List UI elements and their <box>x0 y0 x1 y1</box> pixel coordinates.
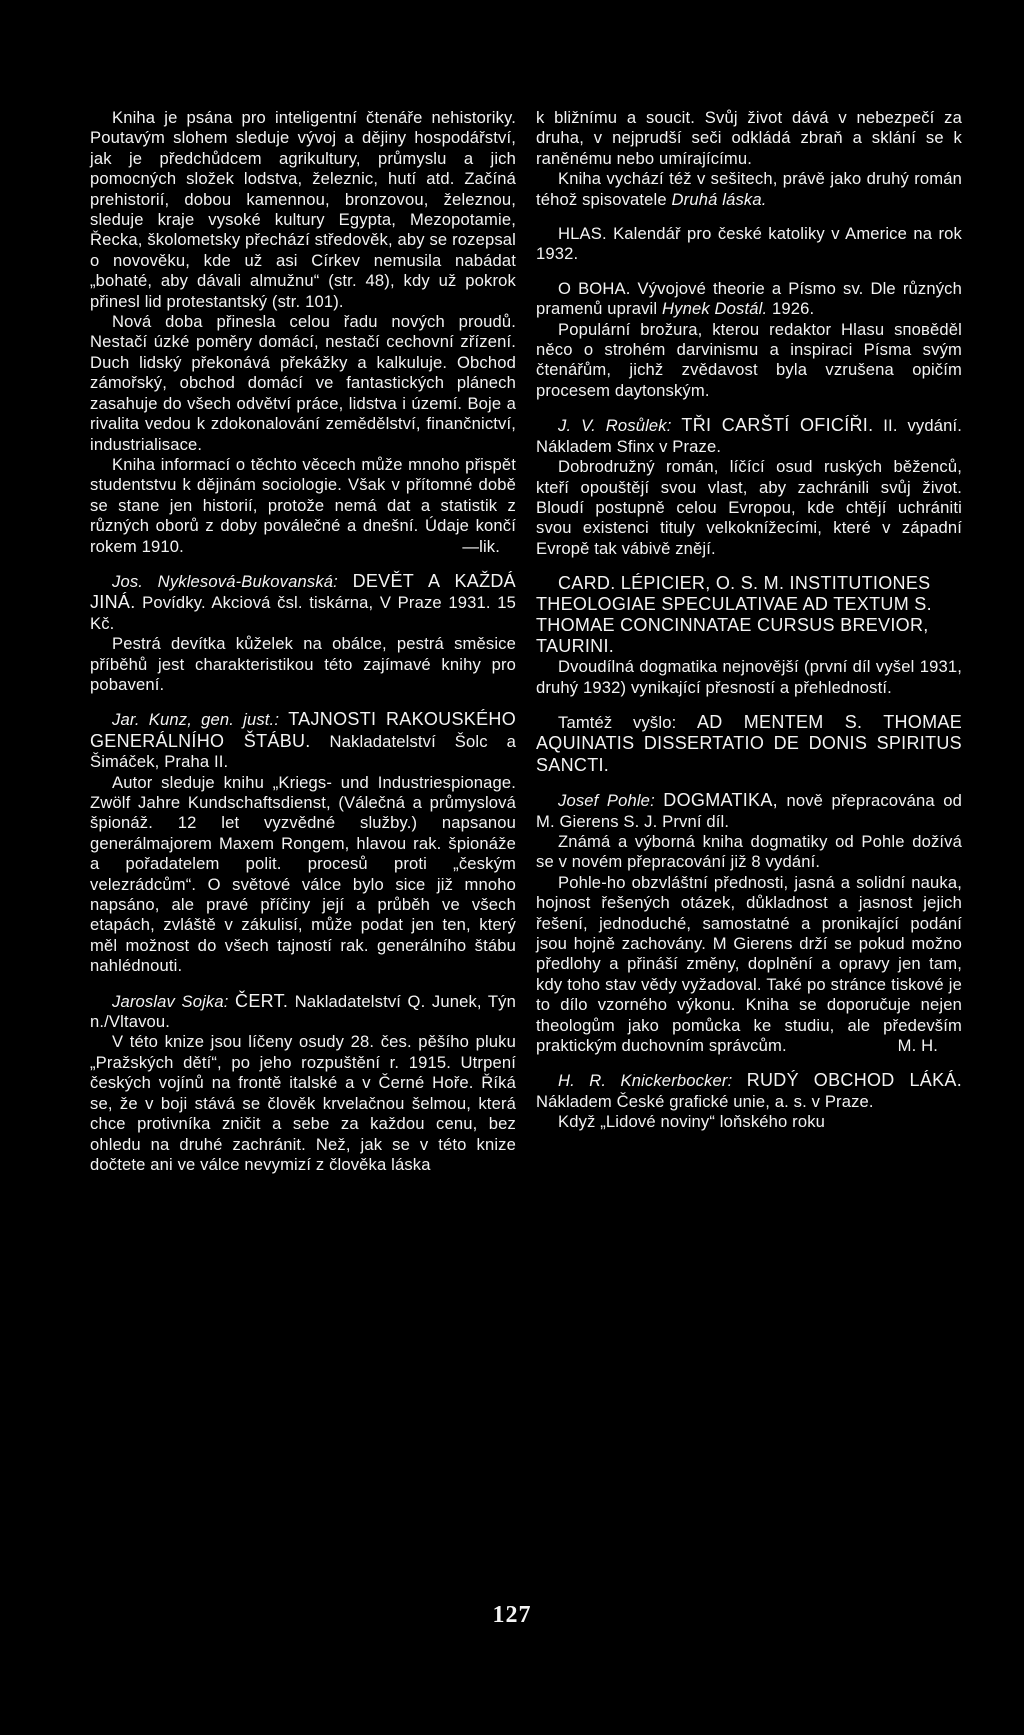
book-title: O BOHA. Vývojové theorie a Písmo sv. Dle různých pramenů upravil <box>536 278 962 319</box>
book-entry-heading <box>536 279 962 320</box>
book-publisher: Nákladem České grafické unie, a. s. v Praze. <box>536 1091 874 1111</box>
review-paragraph: Dvoudílná dogmatika nejnovější (první díl vyšel 1931, druhý 1932) vynikající přesností a přehledností. <box>536 657 962 697</box>
book-author: Jar. Kunz, gen. just.: <box>112 710 280 730</box>
review-paragraph: Nová doba přinesla celou řadu nových proudů. Nestačí úzké poměry domácí, nestačí cechovní zřízení. Duch lidský překonává překážky a kalkuluje. Obchod zámořský, obchod domácí ve fantastických plánech zasahuje do všech odvětví práce, lidstva i území. Boje a rivalita vedou k zdokonalování zemědělství, finančnictví, industrialisace. <box>90 312 516 454</box>
review-paragraph: Populární brožura, kterou redaktor Hlasu sповěděl něco o strohém darvinismu a inspiraci Písma svým čtenářům, jichž zvědavost byla vzrušena opičím procesem daytonským. <box>536 319 962 400</box>
book-title: ČERT. <box>235 990 289 1011</box>
review-paragraph <box>536 169 962 210</box>
book-entry-heading: HLAS. Kalendář pro české katoliky v Americe na rok 1932. <box>536 224 962 264</box>
book-author: H. R. Knickerbocker: <box>558 1071 733 1091</box>
review-paragraph: Kniha je psána pro inteligentní čtenáře nehistoriky. Poutavým slohem sleduje vývoj a dějiny hospodářství, jak je předchůdcem agrikultury, průmyslu a jich pomocných složek lodstva, železnic, hutí atd. Začíná prehistorií, dobou kamennou, bronzovou, železnou, sleduje kraje vysoké kultury Egypta, Mezopotamie, Řecka, školometsky přechází středověk, aby se rozepsal o novověku, kde už asi Církev nemusila nabádat „bohaté, aby dávali almužnu“ (str. 48), kdy už pokrok přinesl lid protestantský (str. 101). <box>90 108 516 311</box>
book-publisher: Nakladatelství Šolc a Šimáček, Praha II. <box>90 731 516 772</box>
book-title: DOGMATIKA, <box>663 790 778 811</box>
review-paragraph: Dobrodružný román, líčící osud ruských běženců, kteří opouštějí svou vlast, aby zachránili svůj život. Bloudí postupně celou Evropou, kde chtějí uchrániti svou existenci tituly velkoknížecími, které v západní Evropě tak vábivě znějí. <box>536 457 962 558</box>
book-publisher: Povídky. Akciová čsl. tiskárna, V Praze 1931. 15 Kč. <box>90 593 516 633</box>
review-text: Kniha vychází též v sešitech, právě jako druhý román téhož spisovatele <box>536 169 962 209</box>
book-author: J. V. Rosůlek: <box>558 416 672 436</box>
entry-prefix: Tamtéž vyšlo: <box>558 712 677 732</box>
book-title: DEVĚT A KAŽDÁ JINÁ. <box>90 570 516 613</box>
book-entry-heading <box>536 712 962 776</box>
book-entry-heading <box>90 991 516 1033</box>
review-paragraph: Autor sleduje knihu „Kriegs- und Industriespionage. Zwölf Jahre Kundschaftsdienst, (Válečná a průmyslová špionáž. 12 let vyzvědné služby.) napsanou generálmajorem Maxem Rongem, hlavou rak. špionáže a pořadatelem polit. procesů proti „českým velezrádcům“. O světové válce bylo sice již mnoho napsáno, ale pravé příčiny její a průběh ve všech etapách, zvláště v zákulisí, může podat jen ten, který měl možnost do všech tajností rak. generálního štábu nahlédnouti. <box>90 772 516 976</box>
book-entry-heading <box>90 709 516 772</box>
book-title-italic: Druhá láska. <box>671 189 767 209</box>
book-entry-heading <box>90 571 516 634</box>
reviewer-signature: M. H. <box>897 1036 938 1056</box>
review-paragraph: Známá a výborná kniha dogmatiky od Pohle dožívá se v novém přepracování již 8 vydání. <box>536 831 962 872</box>
review-text: Pohle-ho obzvláštní přednosti, jasná a solidní nauka, hojnost řešených otázek, důkladnost a jasnost jejich řešení, jednoduché, samostatné a pronikající podání jsou hojně zachovány. M Gierens drží se pokud možno předlohy a přináší změny, doplnění a opravy jen tam, kdy toho stav vědy vyžadoval. Také po stránce tiskové je to dílo vzorného výkonu. Kniha se doporučuje nejen theologům jako pomůcka ke studiu, ale především praktickým duchovním správcům. <box>536 872 962 1056</box>
book-title: TAJNOSTI RAKOUSKÉHO GENERÁLNÍHO ŠTÁBU. <box>90 709 516 751</box>
left-column <box>90 108 516 1175</box>
review-paragraph: Když „Lidové noviny“ loňského roku <box>558 1112 826 1132</box>
book-title: AD MENTEM S. THOMAE AQUINATIS DISSERTATIO DE DONIS SPIRITUS SANCTI. <box>536 711 962 775</box>
review-paragraph: V této knize jsou líčeny osudy 28. čes. pěšího pluku „Pražských dětí“, po jeho rozpuštění r. 1915. Utrpení českých vojínů na frontě italské a v Černé Hoře. Říká se, že v boji stává se člověk krvelačnou šelmou, která chce protivníka zničit a sebe za každou cenu, bez ohledu na druhé zachránit. Než, jak se v této knize dočtete ani ve válce nevymizí z člověka láska <box>90 1032 516 1174</box>
book-title: RUDÝ OBCHOD LÁKÁ. <box>746 1070 963 1091</box>
review-paragraph <box>536 873 962 1057</box>
book-entry-heading <box>536 415 962 457</box>
review-paragraph: k bližnímu a soucit. Svůj život dává v nebezpečí za druha, v nejprudší seči odkládá zbraň a sklání se k raněnému nebo umírajícímu. <box>536 108 962 168</box>
book-entry-heading: CARD. LÉPICIER, O. S. M. INSTITUTIONES THEOLOGIAE SPECULATIVAE AD TEXTUM S. THOMAE CONCINNATAE CURSUS BREVIOR, TAURINI. <box>536 573 932 657</box>
review-paragraph <box>90 455 516 557</box>
book-entry-heading <box>536 790 962 832</box>
book-publisher: Nakladatelství Q. Junek, Týn n./Vltavou. <box>90 991 516 1032</box>
review-paragraph: Pestrá devítka kůželek na obálce, pestrá směsice příběhů jest charakteristikou této zajímavé knihy pro pobavení. <box>90 634 516 694</box>
book-title: TŘI CARŠTÍ OFICÍŘI. <box>681 415 874 436</box>
book-entry-heading <box>536 1070 962 1112</box>
book-year: 1926. <box>772 299 815 319</box>
reviewer-signature: —lik. <box>462 536 500 556</box>
book-author: Hynek Dostál. <box>662 299 768 319</box>
page-number: 127 <box>492 1602 532 1628</box>
book-publisher: II. vydání. Nákladem Sfinx v Praze. <box>536 416 963 456</box>
book-author: Josef Pohle: <box>558 791 655 811</box>
book-author: Jaroslav Sojka: <box>112 991 229 1011</box>
right-column <box>536 108 962 1133</box>
review-text: Kniha informací o těchto věcech může mnoho přispět studentstvu k dějinám sociologie. Však v přítomné době se stane jen historií, protože nemá dat a statistik z různých oborů z doby poválečné a dnešní. Údaje končí rokem 1910. <box>90 454 516 556</box>
book-author: Jos. Nyklesová-Bukovanská: <box>112 571 338 591</box>
book-publisher: nově přepracována od M. Gierens S. J. První díl. <box>536 791 962 831</box>
